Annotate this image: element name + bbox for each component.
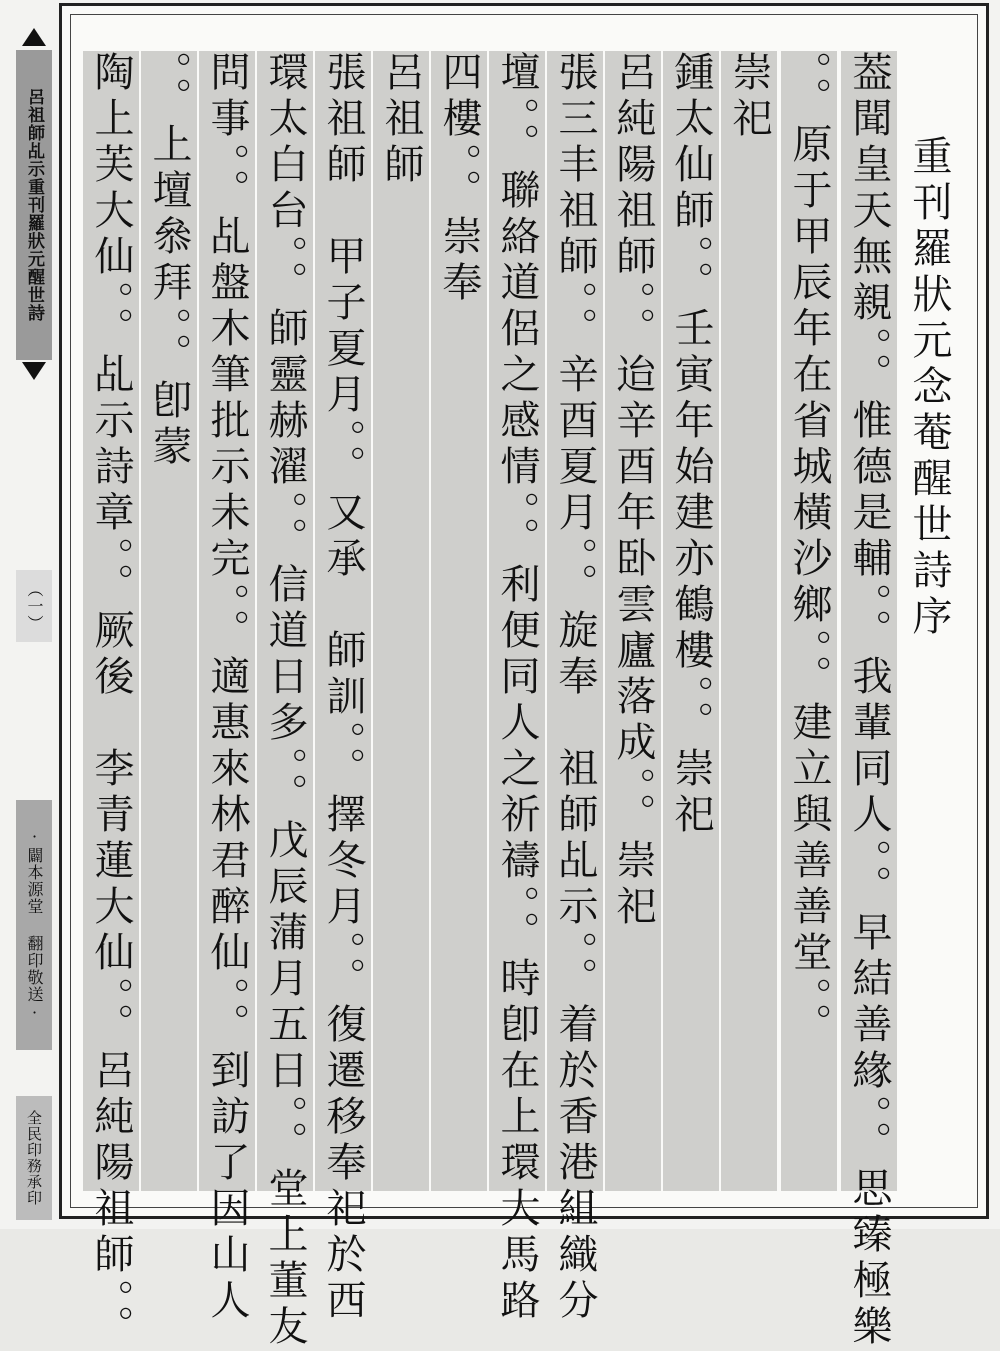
text-column: 呂祖師 (373, 51, 429, 1191)
triangle-down-icon (22, 362, 46, 380)
text-column: 。。原于甲辰年在省城橫沙鄉。。建立與善善堂。。 (781, 51, 837, 1191)
margin-publisher: ·闢本源堂 翻印敬送· (16, 800, 52, 1050)
text-column: 陶上芙大仙。。乩示詩章。。厥後 李青蓮大仙。。呂純陽祖師。。 (83, 51, 139, 1191)
text-column: 葢聞皇天無親。。惟德是輔。。我輩同人。。早結善緣。。思臻極樂 (841, 51, 897, 1191)
page-margin (12, 8, 56, 1220)
text-column: 環太白台。。師靈赫濯。。信道日多。。戊辰蒲月五日。。堂上董友 (257, 51, 313, 1191)
text-column: 呂純陽祖師。。迨辛酉年卧雲廬落成。。崇祀 (605, 51, 661, 1191)
margin-book-title: 呂祖師乩示重刊羅狀元醒世詩 (16, 50, 52, 360)
text-column: 鍾太仙師。。壬寅年始建亦鶴樓。。崇祀 (663, 51, 719, 1191)
text-frame (59, 3, 989, 1351)
text-column: 。。上壇叅拜。。卽蒙 (141, 51, 197, 1191)
text-column: 問事。。乩盤木筆批示未完。。適惠來林君醉仙。。到訪了因山人 (199, 51, 255, 1191)
text-column: 崇祀 (721, 51, 777, 1191)
margin-printer: 全民印務承印 (16, 1096, 52, 1220)
preface-title: 重刊羅狀元念菴醒世詩序 (906, 135, 952, 641)
text-column: 張三丰祖師。。辛酉夏月。。旋奉 祖師乩示。。着於香港組織分 (547, 51, 603, 1191)
text-column: 四樓。。崇奉 (431, 51, 487, 1191)
text-frame-inner (70, 14, 978, 1351)
text-column: 張祖師 甲子夏月。。又承 師訓。。擇冬月。。復遷移奉祀於西 (315, 51, 371, 1191)
text-column: 壇。。聯絡道侶之感情。。利便同人之祈禱。。時卽在上環大馬路 (489, 51, 545, 1191)
margin-page-number: （一） (16, 570, 52, 642)
triangle-up-icon (22, 28, 46, 46)
